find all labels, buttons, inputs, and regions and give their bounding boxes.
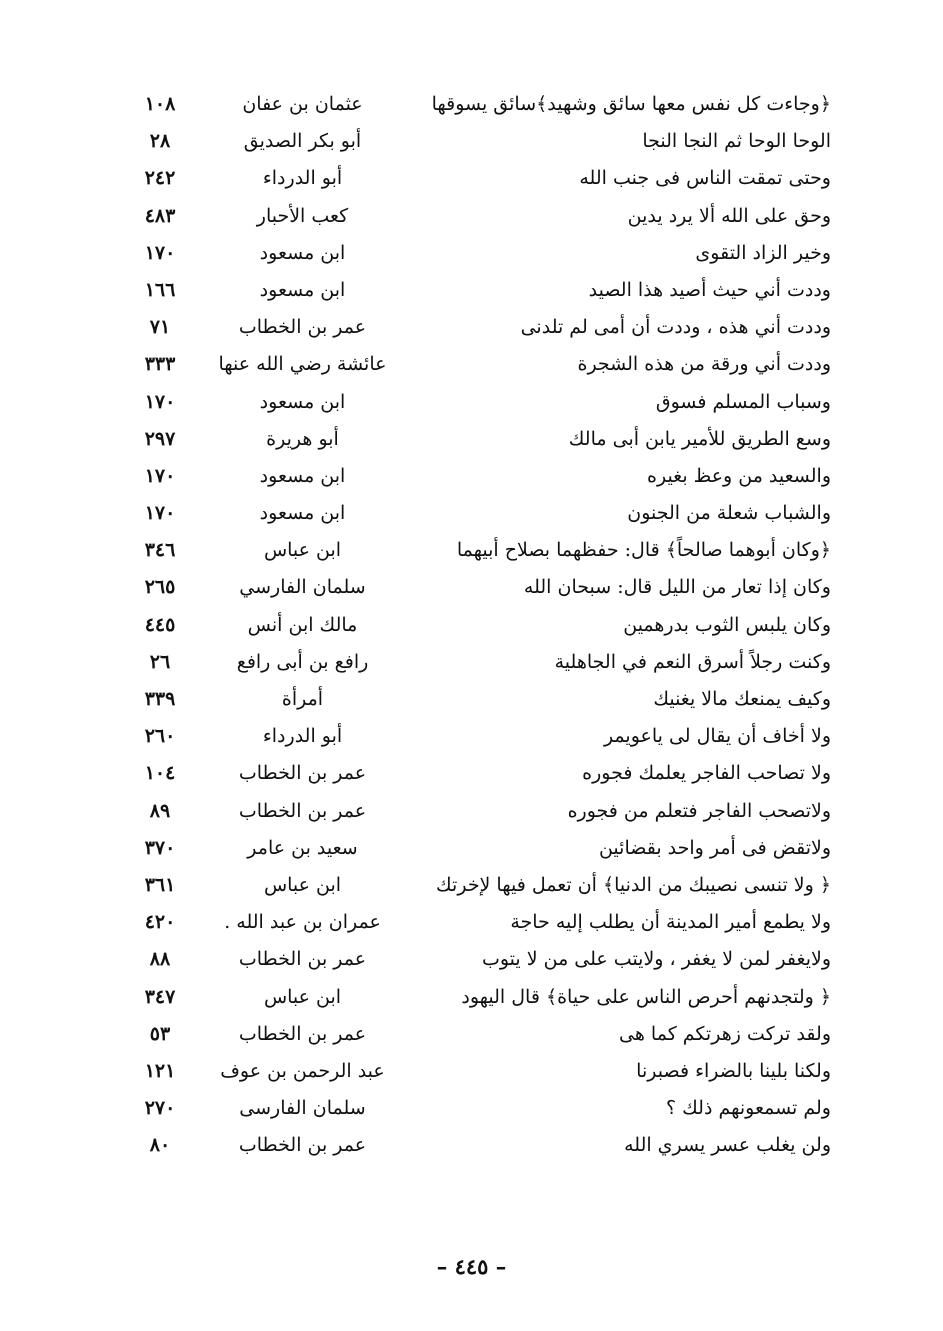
speaker-name: عمر بن الخطاب <box>238 948 367 971</box>
speaker-name: ابن مسعود <box>259 502 346 525</box>
speaker-name: سعيد بن عامر <box>247 836 358 859</box>
index-row <box>0 941 943 978</box>
speaker-name: ابن مسعود <box>259 241 346 264</box>
index-row <box>0 384 943 421</box>
speaker-name: أبو الدرداء <box>262 725 343 748</box>
page-reference: ٢٦ <box>149 650 171 673</box>
speaker-name: أبو هريرة <box>266 427 339 450</box>
quote-text: وسع الطريق للأمير يابن أبى مالك <box>568 427 831 450</box>
page-reference: ١٠٨ <box>144 93 176 115</box>
quote-text: وددت أني ورقة من هذه الشجرة <box>577 353 831 376</box>
speaker-name: ابن مسعود <box>259 390 346 413</box>
quote-text: ولا أخاف أن يقال لى ياعويمر <box>603 725 831 748</box>
page-reference: ١٦٦ <box>144 278 176 301</box>
speaker-name: كعب الأحبار <box>256 204 349 227</box>
index-row <box>0 644 943 681</box>
page-reference: ٤٨٣ <box>144 204 176 227</box>
index-row <box>0 1090 943 1127</box>
speaker-name: رافع بن أبى رافع <box>236 650 369 673</box>
index-row <box>0 1127 943 1164</box>
page-reference: ٢٨ <box>149 130 171 153</box>
page-reference: ١٧٠ <box>144 241 176 264</box>
quote-text: ﴿ ولا تنسى نصيبك من الدنيا﴾ أن تعمل فيها لإخرتك <box>436 873 831 896</box>
index-row <box>0 421 943 458</box>
page-reference: ٤٢٠ <box>144 911 176 934</box>
page-reference: ٢٩٧ <box>144 427 176 450</box>
index-row <box>0 867 943 904</box>
quote-text: وحتى تمقت الناس فى جنب الله <box>579 167 831 190</box>
index-row <box>0 569 943 606</box>
quote-text: ولكنا بلينا بالضراء فصبرنا <box>636 1059 831 1082</box>
quote-text: وكيف يمنعك مالا يغنيك <box>653 688 831 710</box>
page-reference: ٨٠ <box>149 1134 171 1157</box>
quote-text: ولايغفر لمن لا يغفر ، ولايتب على من لا يتوب <box>481 948 831 971</box>
speaker-name: ابن عباس <box>263 539 342 562</box>
page-reference: ٨٩ <box>149 799 171 822</box>
index-row <box>0 495 943 532</box>
quote-text: وحق على الله ألا يرد يدين <box>627 204 831 227</box>
page-reference: ٣٤٦ <box>144 539 176 562</box>
page-reference: ١٢١ <box>144 1059 176 1082</box>
index-row <box>0 346 943 383</box>
quote-text: وخير الزاد التقوى <box>695 241 831 264</box>
speaker-name: عمر بن الخطاب <box>238 1022 367 1045</box>
quote-text: وسباب المسلم فسوق <box>655 390 831 413</box>
quote-text: وكنت رجلاً أسرق النعم في الجاهلية <box>554 650 831 673</box>
index-row <box>0 1016 943 1053</box>
speaker-name: عمران بن عبد الله . <box>224 911 381 934</box>
index-row <box>0 718 943 755</box>
speaker-name: ابن عباس <box>263 873 342 896</box>
speaker-name: عثمان بن عفان <box>242 93 363 115</box>
page-reference: ٣٧٠ <box>144 836 176 859</box>
speaker-name: عمر بن الخطاب <box>238 762 367 785</box>
speaker-name: عمر بن الخطاب <box>238 799 367 822</box>
index-row <box>0 532 943 569</box>
speaker-name: ابن عباس <box>263 985 342 1008</box>
index-table <box>0 86 943 1164</box>
page-reference: ٢٦٠ <box>144 725 176 748</box>
quote-text: وكان إذا تعار من الليل قال: سبحان الله <box>523 576 831 599</box>
speaker-name: عائشة رضي الله عنها <box>218 353 387 376</box>
page-reference: ١٧٠ <box>144 502 176 525</box>
page-reference: ٥٣ <box>149 1022 171 1045</box>
speaker-name: عمر بن الخطاب <box>238 316 367 339</box>
page-reference: ٢٧٠ <box>144 1097 176 1120</box>
index-row <box>0 979 943 1016</box>
speaker-name: سلمان الفارسى <box>239 1097 366 1120</box>
quote-text: ولاتصحب الفاجر فتعلم من فجوره <box>567 799 831 822</box>
speaker-name: عمر بن الخطاب <box>238 1134 367 1157</box>
page-reference: ٤٤٥ <box>144 613 176 636</box>
speaker-name: مالك ابن أنس <box>247 613 358 636</box>
quote-text: وكان يلبس الثوب بدرهمين <box>623 613 831 636</box>
speaker-name: سلمان الفارسي <box>239 576 366 599</box>
page-reference: ٣٦١ <box>144 873 176 896</box>
index-row <box>0 793 943 830</box>
page-reference: ١٧٠ <box>144 464 176 487</box>
page-reference: ٧١ <box>149 316 171 339</box>
index-row <box>0 681 943 718</box>
speaker-name: عبد الرحمن بن عوف <box>220 1059 385 1082</box>
page-reference: ٢٤٢ <box>144 167 176 190</box>
quote-text: ﴿ ولتجدنهم أحرص الناس على حياة﴾ قال اليهود <box>461 985 831 1008</box>
index-row <box>0 86 943 123</box>
speaker-name: أمرأة <box>281 688 324 710</box>
index-row <box>0 235 943 272</box>
quote-text: ﴿وكان أبوهما صالحاً﴾ قال: حفظهما بصلاح أبيهما <box>456 539 831 562</box>
index-row <box>0 607 943 644</box>
speaker-name: ابن مسعود <box>259 278 346 301</box>
index-row <box>0 458 943 495</box>
index-row <box>0 830 943 867</box>
speaker-name: أبو الدرداء <box>262 167 343 190</box>
page-reference: ٨٨ <box>149 948 171 971</box>
quote-text: ولم تسمعونهم ذلك ؟ <box>666 1097 831 1120</box>
index-row <box>0 904 943 941</box>
quote-text: والشباب شعلة من الجنون <box>627 502 831 525</box>
page-reference: ١٠٤ <box>144 762 176 785</box>
page-reference: ٢٦٥ <box>144 576 176 599</box>
index-row <box>0 1053 943 1090</box>
page-reference: ٣٤٧ <box>144 985 176 1008</box>
index-row <box>0 309 943 346</box>
quote-text: ولن يغلب عسر يسري الله <box>624 1134 831 1157</box>
quote-text: الوحا الوحا ثم النجا النجا <box>642 130 831 153</box>
quote-text: ولقد تركت زهرتكم كما هى <box>619 1022 831 1045</box>
quote-text: ولاتقض فى أمر واحد بقضائين <box>598 836 831 859</box>
index-row <box>0 160 943 197</box>
index-row <box>0 198 943 235</box>
quote-text: وددت أني هذه ، وددت أن أمى لم تلدنى <box>520 316 831 339</box>
index-row <box>0 755 943 792</box>
page-reference: ١٧٠ <box>144 390 176 413</box>
speaker-name: ابن مسعود <box>259 464 346 487</box>
quote-text: ﴿وجاءت كل نفس معها سائق وشهيد﴾سائق يسوقها <box>431 93 831 115</box>
index-row <box>0 272 943 309</box>
quote-text: ولا يطمع أمير المدينة أن يطلب إليه حاجة <box>510 911 831 934</box>
quote-text: ولا تصاحب الفاجر يعلمك فجوره <box>582 762 831 785</box>
page-reference: ٣٣٩ <box>144 688 176 710</box>
quote-text: والسعيد من وعظ بغيره <box>647 464 831 487</box>
page-number: – ٤٤٥ – <box>436 1254 507 1279</box>
page-reference: ٣٣٣ <box>144 353 176 376</box>
quote-text: وددت أني حيث أصيد هذا الصيد <box>588 278 831 301</box>
index-row <box>0 123 943 160</box>
speaker-name: أبو بكر الصديق <box>243 130 362 153</box>
